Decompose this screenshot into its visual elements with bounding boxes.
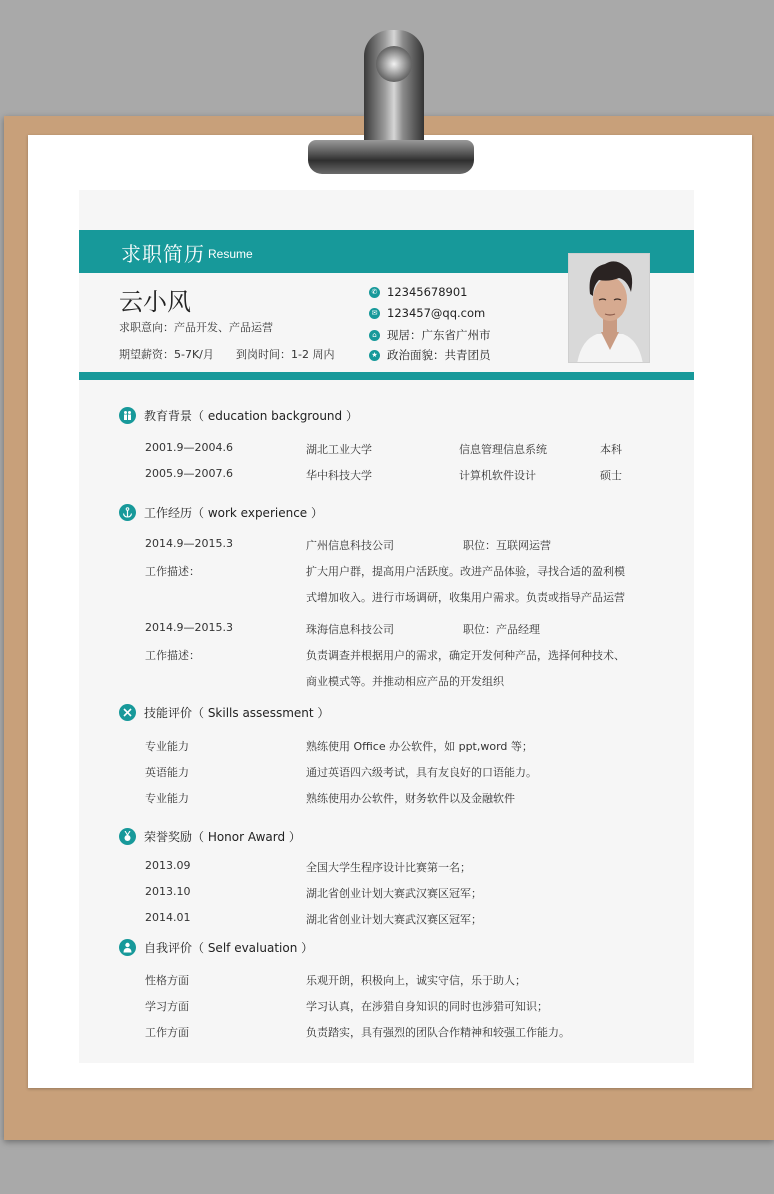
email-text: 123457@qq.com: [387, 306, 486, 320]
honor-title-text: 荣誉奖励（ Honor Award ）: [144, 830, 301, 844]
phone-text: 12345678901: [387, 285, 468, 299]
edu-row1-school: 湖北工业大学: [306, 443, 372, 456]
self3-value: 负责踏实，具有强烈的团队合作精神和较强工作能力。: [306, 1026, 570, 1039]
education-icon: [119, 407, 136, 424]
job1-period: 2014.9—2015.3: [145, 537, 233, 550]
location-icon: ⌂: [369, 330, 380, 341]
clip-base: [308, 140, 474, 174]
resume-title-en: Resume: [208, 247, 253, 261]
self2-value: 学习认真，在涉猎自身知识的同时也涉猎可知识；: [306, 1000, 548, 1013]
star-icon: ★: [369, 350, 380, 361]
edu-row1-degree: 本科: [600, 443, 622, 456]
job2-desc-line1: 负责调查并根据用户的需求，确定开发何种产品，选择何种技术、: [306, 649, 625, 662]
person-icon: [119, 939, 136, 956]
medal-icon: [119, 828, 136, 845]
edu-row2-school: 华中科技大学: [306, 469, 372, 482]
section-self-title: [119, 939, 313, 956]
section-work-title: [119, 504, 323, 521]
job2-desc-label: 工作描述：: [145, 649, 200, 662]
resume-page: [79, 190, 694, 1063]
self3-label: 工作方面: [145, 1026, 189, 1039]
edu-row2-major: 计算机软件设计: [459, 469, 536, 482]
contact-location: [369, 327, 491, 343]
candidate-name: 云小风: [119, 288, 191, 316]
section-honor-title: [119, 828, 301, 845]
profile-photo: [568, 253, 650, 363]
header-divider: [79, 372, 694, 380]
job1-desc-line1: 扩大用户群，提高用户活跃度。改进产品体验，寻找合适的盈利模: [306, 565, 625, 578]
job1-position: 职位：互联网运营: [463, 539, 551, 552]
job2-company: 珠海信息科技公司: [306, 623, 394, 636]
skill1-value: 熟练使用 Office 办公软件，如 ppt,word 等；: [306, 740, 533, 753]
expected-salary: 期望薪资：5-7K/月: [119, 348, 214, 361]
honor3-date: 2014.01: [145, 911, 191, 924]
job2-position: 职位：产品经理: [463, 623, 540, 636]
contact-email: [369, 306, 485, 320]
education-title-text: 教育背景（ education background ）: [144, 409, 358, 423]
honor3-value: 湖北省创业计划大赛武汉赛区冠军；: [306, 913, 482, 926]
contact-phone: [369, 285, 467, 299]
work-title-text: 工作经历（ work experience ）: [144, 506, 323, 520]
tools-icon: [119, 704, 136, 721]
job-intent: 求职意向：产品开发、产品运营: [119, 321, 273, 334]
skill3-value: 熟练使用办公软件，财务软件以及金融软件: [306, 792, 515, 805]
honor2-value: 湖北省创业计划大赛武汉赛区冠军；: [306, 887, 482, 900]
section-skills-title: [119, 704, 329, 721]
self1-label: 性格方面: [145, 974, 189, 987]
skill2-value: 通过英语四六级考试，具有友良好的口语能力。: [306, 766, 537, 779]
section-education-title: [119, 407, 358, 424]
honor1-value: 全国大学生程序设计比赛第一名；: [306, 861, 471, 874]
edu-row1-major: 信息管理信息系统: [459, 443, 547, 456]
edu-row1-period: 2001.9—2004.6: [145, 441, 233, 454]
portrait-illustration: [569, 254, 650, 363]
honor2-date: 2013.10: [145, 885, 191, 898]
job2-desc-line2: 商业模式等。并推动相应产品的开发组织: [306, 675, 504, 688]
contact-political: [369, 347, 491, 363]
location-text: 现居：广东省广州市: [387, 328, 491, 342]
political-text: 政治面貌：共青团员: [387, 348, 491, 362]
skill3-label: 专业能力: [145, 792, 189, 805]
edu-row2-degree: 硕士: [600, 469, 622, 482]
skill1-label: 专业能力: [145, 740, 189, 753]
job1-desc-line2: 式增加收入。进行市场调研，收集用户需求。负责或指导产品运营: [306, 591, 625, 604]
self1-value: 乐观开朗，积极向上，诚实守信，乐于助人；: [306, 974, 526, 987]
phone-icon: ✆: [369, 287, 380, 298]
mail-icon: ✉: [369, 308, 380, 319]
clip-rivet: [376, 46, 412, 82]
self2-label: 学习方面: [145, 1000, 189, 1013]
job2-period: 2014.9—2015.3: [145, 621, 233, 634]
job1-desc-label: 工作描述：: [145, 565, 200, 578]
job1-company: 广州信息科技公司: [306, 539, 394, 552]
resume-title-cn: 求职简历: [121, 242, 205, 266]
self-title-text: 自我评价（ Self evaluation ）: [144, 941, 314, 955]
skill2-label: 英语能力: [145, 766, 189, 779]
arrival-time: 到岗时间：1-2 周内: [236, 348, 335, 361]
skills-title-text: 技能评价（ Skills assessment ）: [144, 706, 330, 720]
anchor-icon: [119, 504, 136, 521]
honor1-date: 2013.09: [145, 859, 191, 872]
edu-row2-period: 2005.9—2007.6: [145, 467, 233, 480]
